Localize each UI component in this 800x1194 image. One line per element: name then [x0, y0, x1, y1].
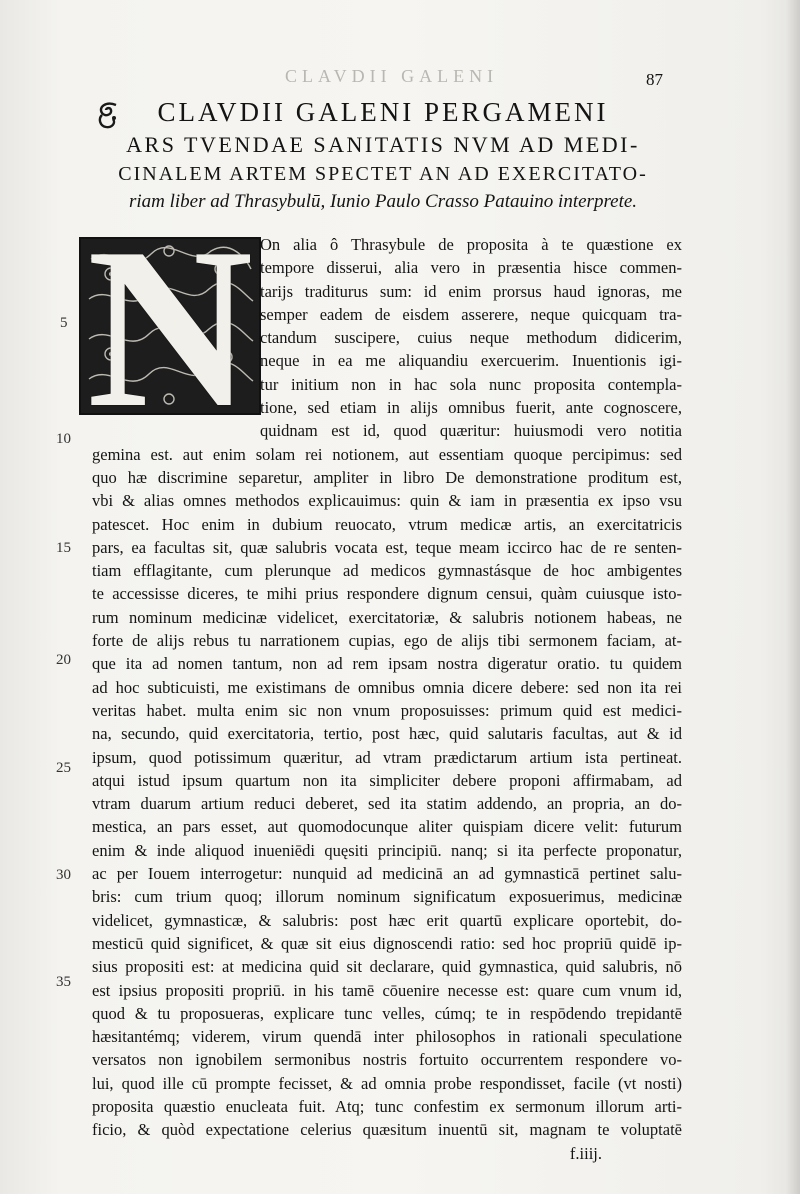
bleed-through-text: CLAVDII GALENI	[285, 66, 499, 86]
margin-line-number: 20	[56, 652, 71, 668]
margin-line-number: 10	[56, 431, 71, 447]
title-line-1: CLAVDII GALENI PERGAMENI	[157, 97, 609, 127]
text-line: mestica, an pars esset, aut quomodocunque aliter quispiam dicere velit: futurum	[92, 817, 682, 837]
text-line: atqui istud ipsum quartum non ita simpliciter debere proponi affirmabam, ad	[92, 770, 682, 790]
margin-line-number: 35	[56, 974, 71, 990]
page-number: 87	[646, 70, 663, 89]
title-line-3: CINALEM ARTEM SPECTET AN AD EXERCITATO-	[118, 163, 648, 185]
text-line: bris: cum trium quoq; illorum nominum significatum exposuerimus, medicinæ	[92, 887, 682, 907]
text-line: ficio, & quòd expectatione celerius quæsitum inuentū sit, magnam te voluptatē	[92, 1120, 682, 1140]
text-line: On alia ô Thrasybule de proposita à te quæstione ex	[260, 235, 682, 254]
text-line: pars, ea facultas sit, quæ salubris vocata est, teque meam iccirco hac de re senten-	[92, 537, 682, 557]
text-line: proposita quæstio enucleata fuit. Atq; tunc confestim ex sermonum illorum arti-	[92, 1096, 682, 1116]
text-line: rum nominum medicinæ videlicet, exercitatoriæ, & salubris notionem habeas, ne	[92, 607, 682, 627]
text-line: est ipsius propositi propriū. in his tamē cōuenire necesse est: quare cum vnum id,	[92, 980, 682, 1000]
text-line: neque in ea me aliquandiu exercuerim. Inuentionis igi-	[260, 351, 682, 371]
margin-line-number: 30	[56, 867, 71, 883]
text-line: ad hoc subticuisti, me existimans de omnibus omnia dicere debere: sed non ita rei	[92, 677, 682, 697]
text-line: enim & inde aliquod inueniēdi quęsiti principiū. nanq; si ita perfecte proponatur,	[92, 840, 682, 860]
text-line: que ita ad nomen tantum, non ad rem ipsam nostra digeratur oratio. tu quidem	[92, 654, 682, 674]
text-line: na, secundo, quid exercitatoria, tertio, post hæc, quid salutaris facultas, aut & id	[92, 724, 682, 744]
text-line: ac per Iouem interrogetur: nunquid ad medicinā an ad gymnasticā pertinet salu-	[92, 864, 682, 884]
text-line: quidnam est id, quod quæritur: huiusmodi vero notitia	[260, 421, 682, 441]
text-line: tione, sed etiam in alijs omnibus fuerit, ante cognoscere,	[260, 398, 682, 418]
text-line: sius propositi est: at medicina quid sit declarare, quid gymnastica, quid salubris, nō	[92, 957, 682, 977]
text-line: vtram duarum artium reduci deberet, sed ita statim addendo, an propria, an do-	[92, 794, 682, 814]
title-block	[88, 94, 678, 216]
text-line: veritas habet. multa enim sic non vnum proposuisses: primum quid est medici-	[92, 700, 682, 720]
margin-line-number: 15	[56, 540, 71, 556]
text-line: patescet. Hoc enim in dubium reuocato, vtrum medicæ artis, an exercitatricis	[92, 514, 682, 534]
text-line: ipsum, quod potissimum quæritur, ad vtram prædictarum artium ista pertineat.	[92, 747, 682, 767]
text-line: vbi & alias omnes methodos explicauimus: quin & iam in præsentia ex ipso vsu	[92, 491, 682, 511]
text-line: lui, quod ille cū prompte fecisset, & ad omnia probe respondisset, facile (vt nosti)	[92, 1073, 682, 1093]
text-line: quo hæ discrimine separetur, ampliter in libro De demonstratione proditum est,	[92, 467, 682, 487]
page-edge-shadow	[786, 0, 800, 1194]
text-line: semper eadem de eisdem asserere, neque quicquam tra-	[260, 304, 682, 324]
title-line-4: riam liber ad Thrasybulū, Iunio Paulo Crasso Patauino interprete.	[128, 191, 638, 212]
text-line: hæsitantémq; viderem, virum quendā inter philosophos in rationali speculatione	[92, 1027, 682, 1047]
initial-letter: N	[86, 200, 254, 455]
text-line: forte de alijs rebus tu narrationem cupias, ego de alijs tibi sermonem faciam, at-	[92, 631, 682, 651]
title-line-2: ARS TVENDAE SANITATIS NVM AD MEDI-	[126, 132, 640, 157]
text-line: tempore disserui, alia vero in præsentia hisce commen-	[260, 258, 682, 278]
text-line: versatos non ignobilem sermonibus nostris fortuito occurrentem respondere vo-	[92, 1050, 682, 1070]
text-line: tur initium non in hac sola nunc proposita contempla-	[260, 374, 682, 394]
body-text	[92, 233, 682, 1165]
text-line: tarijs traditurus sum: id enim prorsus haud ignoras, me	[260, 281, 682, 301]
text-line: mesticū quid significet, & quæ sit eius dignoscendi ratio: sed hoc propriū quidē ip-	[92, 933, 682, 953]
margin-line-number: 5	[60, 315, 68, 331]
signature-mark: f.iiij.	[569, 1143, 602, 1163]
text-line: te accessisse diceres, te mihi prius respondere dignum censui, quàm cuiusque isto-	[92, 584, 682, 604]
text-line: ctandum suscipere, cuius neque methodum didicerim,	[260, 328, 682, 348]
text-line: tiam efflagitante, cum plerunque ad medicos gymnastásque de hoc ambigentes	[92, 561, 682, 581]
text-line: quod & tu proposueras, explicare tunc velles, cúmq; te in respōdendo trepidantē	[92, 1003, 682, 1023]
text-line: videlicet, gymnasticæ, & salubris: post hæc erit quartū explicare oportebit, do-	[92, 910, 682, 930]
text-line: gemina est. aut enim solam rei notionem, aut essentiam quoque percipimus: sed	[92, 444, 682, 464]
margin-line-number: 25	[56, 760, 71, 776]
